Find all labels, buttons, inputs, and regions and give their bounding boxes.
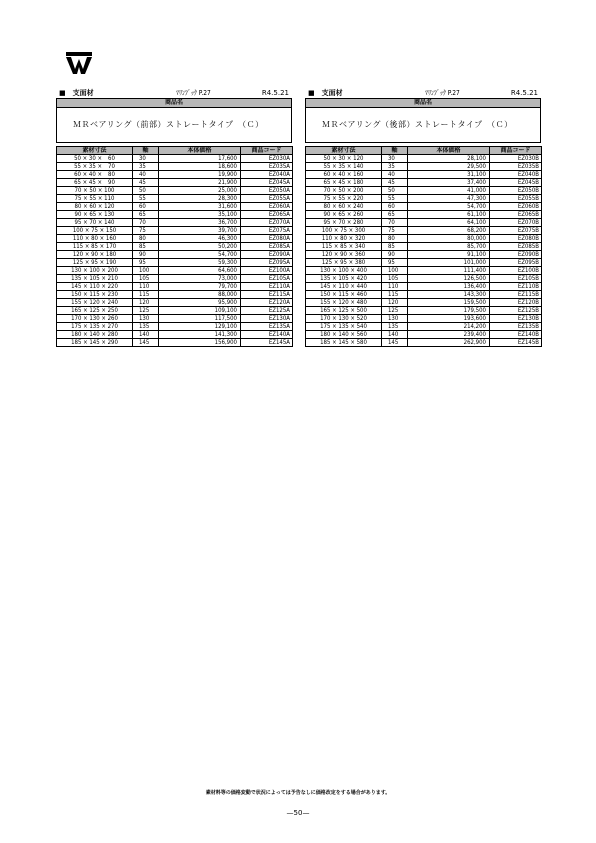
size-cell: 180 × 140 × 280 — [57, 331, 133, 339]
price-cell: 111,400 — [408, 267, 490, 275]
code-cell: EZ120A — [241, 299, 293, 307]
axis-cell: 55 — [133, 195, 159, 203]
axis-cell: 35 — [133, 163, 159, 171]
axis-cell: 115 — [382, 291, 408, 299]
axis-cell: 100 — [133, 267, 159, 275]
price-cell: 25,000 — [159, 187, 241, 195]
table-header-row — [306, 147, 542, 155]
code-cell: EZ030B — [490, 155, 542, 163]
code-cell: EZ045B — [490, 179, 542, 187]
axis-cell: 35 — [382, 163, 408, 171]
table-row — [57, 299, 293, 307]
size-cell: 65 × 45 × 90 — [57, 179, 133, 187]
table-row — [57, 275, 293, 283]
code-cell: EZ135B — [490, 323, 542, 331]
axis-cell: 95 — [133, 259, 159, 267]
axis-cell: 115 — [133, 291, 159, 299]
table-row — [306, 235, 542, 243]
code-cell: EZ035B — [490, 163, 542, 171]
axis-cell: 145 — [382, 339, 408, 347]
code-cell: EZ050A — [241, 187, 293, 195]
size-cell: 90 × 65 × 130 — [57, 211, 133, 219]
axis-cell: 65 — [133, 211, 159, 219]
column-header: 商品コード — [490, 147, 542, 155]
size-cell: 165 × 125 × 250 — [57, 307, 133, 315]
axis-cell: 130 — [133, 315, 159, 323]
price-table — [305, 146, 542, 347]
category-label: ■ 支面材 — [308, 89, 343, 97]
revision-date: R4.5.21 — [261, 89, 289, 97]
price-cell: 126,500 — [408, 275, 490, 283]
table-row — [306, 291, 542, 299]
axis-cell: 70 — [382, 219, 408, 227]
price-cell: 31,600 — [159, 203, 241, 211]
table-row — [306, 315, 542, 323]
table-row — [306, 211, 542, 219]
axis-cell: 145 — [133, 339, 159, 347]
table-row — [57, 211, 293, 219]
table-row — [306, 331, 542, 339]
code-cell: EZ135A — [241, 323, 293, 331]
axis-cell: 85 — [382, 243, 408, 251]
price-cell: 54,700 — [159, 251, 241, 259]
axis-cell: 30 — [382, 155, 408, 163]
price-cell: 95,900 — [159, 299, 241, 307]
size-cell: 75 × 55 × 110 — [57, 195, 133, 203]
axis-cell: 140 — [382, 331, 408, 339]
price-cell: 91,100 — [408, 251, 490, 259]
axis-cell: 60 — [133, 203, 159, 211]
code-cell: EZ060A — [241, 203, 293, 211]
column-header: 本体価格 — [408, 147, 490, 155]
column-header: 軸 — [133, 147, 159, 155]
price-cell: 29,500 — [408, 163, 490, 171]
table-row — [306, 163, 542, 171]
price-cell: 79,700 — [159, 283, 241, 291]
size-cell: 175 × 135 × 540 — [306, 323, 382, 331]
price-cell: 21,900 — [159, 179, 241, 187]
price-cell: 109,100 — [159, 307, 241, 315]
price-cell: 117,500 — [159, 315, 241, 323]
size-cell: 110 × 80 × 160 — [57, 235, 133, 243]
table-row — [57, 187, 293, 195]
axis-cell: 120 — [133, 299, 159, 307]
product-title: ＭＲベアリング（前部）ストレートタイプ （Ｃ） — [56, 107, 292, 143]
price-cell: 143,300 — [408, 291, 490, 299]
code-cell: EZ055B — [490, 195, 542, 203]
table-header-row — [57, 147, 293, 155]
table-row — [57, 267, 293, 275]
price-cell: 35,100 — [159, 211, 241, 219]
size-cell: 125 × 95 × 190 — [57, 259, 133, 267]
price-cell: 61,100 — [408, 211, 490, 219]
revision-date: R4.5.21 — [510, 89, 538, 97]
size-cell: 115 × 85 × 340 — [306, 243, 382, 251]
size-cell: 170 × 130 × 260 — [57, 315, 133, 323]
code-cell: EZ075A — [241, 227, 293, 235]
axis-cell: 80 — [133, 235, 159, 243]
axis-cell: 105 — [133, 275, 159, 283]
axis-cell: 80 — [382, 235, 408, 243]
table-row — [306, 179, 542, 187]
price-cell: 39,700 — [159, 227, 241, 235]
size-cell: 95 × 70 × 280 — [306, 219, 382, 227]
size-cell: 145 × 110 × 220 — [57, 283, 133, 291]
code-cell: EZ100A — [241, 267, 293, 275]
price-cell: 17,600 — [159, 155, 241, 163]
size-cell: 80 × 60 × 240 — [306, 203, 382, 211]
table-row — [306, 195, 542, 203]
table-row — [306, 243, 542, 251]
code-cell: EZ145A — [241, 339, 293, 347]
size-cell: 185 × 145 × 580 — [306, 339, 382, 347]
price-cell: 101,000 — [408, 259, 490, 267]
column-header: 素材寸法 — [57, 147, 133, 155]
code-cell: EZ115A — [241, 291, 293, 299]
price-cell: 36,700 — [159, 219, 241, 227]
code-cell: EZ095B — [490, 259, 542, 267]
axis-cell: 40 — [382, 171, 408, 179]
axis-cell: 125 — [133, 307, 159, 315]
table-row — [57, 283, 293, 291]
size-cell: 150 × 115 × 230 — [57, 291, 133, 299]
price-cell: 64,600 — [159, 267, 241, 275]
size-cell: 145 × 110 × 440 — [306, 283, 382, 291]
code-cell: EZ040B — [490, 171, 542, 179]
price-cell: 59,300 — [159, 259, 241, 267]
code-cell: EZ060B — [490, 203, 542, 211]
table-row — [57, 171, 293, 179]
code-cell: EZ095A — [241, 259, 293, 267]
code-cell: EZ080B — [490, 235, 542, 243]
price-cell: 47,300 — [408, 195, 490, 203]
product-title: ＭＲベアリング（後部）ストレートタイプ （Ｃ） — [305, 107, 541, 143]
size-cell: 165 × 125 × 500 — [306, 307, 382, 315]
table-row — [57, 259, 293, 267]
table-row — [57, 243, 293, 251]
table-row — [306, 171, 542, 179]
price-table — [56, 146, 293, 347]
code-cell: EZ145B — [490, 339, 542, 347]
price-block-front — [56, 89, 292, 347]
size-cell: 120 × 90 × 180 — [57, 251, 133, 259]
size-cell: 60 × 40 × 160 — [306, 171, 382, 179]
catalog-reference: ﾏﾘﾝﾌﾞｯｸ P.27 — [176, 89, 211, 97]
code-cell: EZ085A — [241, 243, 293, 251]
table-row — [306, 275, 542, 283]
page-number: —50— — [286, 809, 310, 817]
table-row — [57, 235, 293, 243]
size-cell: 50 × 30 × 60 — [57, 155, 133, 163]
table-row — [57, 179, 293, 187]
size-cell: 55 × 35 × 70 — [57, 163, 133, 171]
axis-cell: 140 — [133, 331, 159, 339]
price-cell: 159,500 — [408, 299, 490, 307]
column-header: 軸 — [382, 147, 408, 155]
axis-cell: 45 — [382, 179, 408, 187]
code-cell: EZ065A — [241, 211, 293, 219]
axis-cell: 125 — [382, 307, 408, 315]
table-row — [57, 331, 293, 339]
axis-cell: 75 — [382, 227, 408, 235]
code-cell: EZ040A — [241, 171, 293, 179]
axis-cell: 130 — [382, 315, 408, 323]
table-row — [57, 323, 293, 331]
size-cell: 70 × 50 × 100 — [57, 187, 133, 195]
column-header: 素材寸法 — [306, 147, 382, 155]
footnote: 素材料等の価格変動で状況によっては予告なしに価格改定をする場合があります。 — [205, 790, 391, 796]
table-row — [57, 195, 293, 203]
code-cell: EZ050B — [490, 187, 542, 195]
table-row — [306, 227, 542, 235]
price-cell: 156,900 — [159, 339, 241, 347]
axis-cell: 45 — [133, 179, 159, 187]
price-cell: 193,600 — [408, 315, 490, 323]
size-cell: 120 × 90 × 360 — [306, 251, 382, 259]
code-cell: EZ090B — [490, 251, 542, 259]
table-row — [306, 155, 542, 163]
code-cell: EZ030A — [241, 155, 293, 163]
size-cell: 130 × 100 × 200 — [57, 267, 133, 275]
size-cell: 130 × 100 × 400 — [306, 267, 382, 275]
price-cell: 68,200 — [408, 227, 490, 235]
size-cell: 180 × 140 × 560 — [306, 331, 382, 339]
price-cell: 50,200 — [159, 243, 241, 251]
size-cell: 95 × 70 × 140 — [57, 219, 133, 227]
axis-cell: 75 — [133, 227, 159, 235]
price-cell: 179,500 — [408, 307, 490, 315]
price-block-rear — [305, 89, 541, 347]
axis-cell: 50 — [133, 187, 159, 195]
code-cell: EZ140A — [241, 331, 293, 339]
size-cell: 170 × 130 × 520 — [306, 315, 382, 323]
price-cell: 85,700 — [408, 243, 490, 251]
table-row — [306, 299, 542, 307]
size-cell: 70 × 50 × 200 — [306, 187, 382, 195]
axis-cell: 30 — [133, 155, 159, 163]
product-name-header: 商品名 — [56, 98, 292, 107]
price-cell: 136,400 — [408, 283, 490, 291]
block-header — [305, 89, 541, 98]
price-cell: 18,600 — [159, 163, 241, 171]
size-cell: 75 × 55 × 220 — [306, 195, 382, 203]
price-cell: 141,300 — [159, 331, 241, 339]
price-cell: 88,000 — [159, 291, 241, 299]
code-cell: EZ090A — [241, 251, 293, 259]
table-row — [306, 251, 542, 259]
axis-cell: 85 — [133, 243, 159, 251]
price-cell: 64,100 — [408, 219, 490, 227]
column-header: 商品コード — [241, 147, 293, 155]
price-cell: 46,300 — [159, 235, 241, 243]
code-cell: EZ115B — [490, 291, 542, 299]
size-cell: 135 × 105 × 420 — [306, 275, 382, 283]
table-body — [306, 155, 542, 347]
size-cell: 155 × 120 × 480 — [306, 299, 382, 307]
axis-cell: 105 — [382, 275, 408, 283]
price-cell: 54,700 — [408, 203, 490, 211]
table-row — [306, 307, 542, 315]
table-row — [306, 187, 542, 195]
price-cell: 31,100 — [408, 171, 490, 179]
size-cell: 175 × 135 × 270 — [57, 323, 133, 331]
size-cell: 80 × 60 × 120 — [57, 203, 133, 211]
axis-cell: 90 — [133, 251, 159, 259]
size-cell: 55 × 35 × 140 — [306, 163, 382, 171]
price-cell: 262,900 — [408, 339, 490, 347]
axis-cell: 60 — [382, 203, 408, 211]
price-cell: 28,300 — [159, 195, 241, 203]
size-cell: 90 × 65 × 260 — [306, 211, 382, 219]
code-cell: EZ100B — [490, 267, 542, 275]
size-cell: 185 × 145 × 290 — [57, 339, 133, 347]
code-cell: EZ110B — [490, 283, 542, 291]
code-cell: EZ085B — [490, 243, 542, 251]
table-row — [306, 219, 542, 227]
table-row — [57, 219, 293, 227]
code-cell: EZ045A — [241, 179, 293, 187]
table-row — [306, 283, 542, 291]
product-name-header: 商品名 — [305, 98, 541, 107]
axis-cell: 135 — [133, 323, 159, 331]
code-cell: EZ065B — [490, 211, 542, 219]
axis-cell: 70 — [133, 219, 159, 227]
block-header — [56, 89, 292, 98]
price-cell: 239,400 — [408, 331, 490, 339]
table-row — [57, 163, 293, 171]
catalog-reference: ﾏﾘﾝﾌﾞｯｸ P.27 — [425, 89, 460, 97]
size-cell: 110 × 80 × 320 — [306, 235, 382, 243]
size-cell: 150 × 115 × 460 — [306, 291, 382, 299]
axis-cell: 135 — [382, 323, 408, 331]
table-row — [57, 291, 293, 299]
table-row — [57, 227, 293, 235]
table-row — [306, 259, 542, 267]
table-row — [57, 339, 293, 347]
code-cell: EZ140B — [490, 331, 542, 339]
price-cell: 37,400 — [408, 179, 490, 187]
size-cell: 50 × 30 × 120 — [306, 155, 382, 163]
price-cell: 80,000 — [408, 235, 490, 243]
table-row — [306, 339, 542, 347]
axis-cell: 100 — [382, 267, 408, 275]
column-header: 本体価格 — [159, 147, 241, 155]
table-row — [57, 155, 293, 163]
axis-cell: 90 — [382, 251, 408, 259]
axis-cell: 40 — [133, 171, 159, 179]
code-cell: EZ120B — [490, 299, 542, 307]
table-row — [306, 323, 542, 331]
axis-cell: 50 — [382, 187, 408, 195]
code-cell: EZ070A — [241, 219, 293, 227]
code-cell: EZ055A — [241, 195, 293, 203]
price-cell: 129,100 — [159, 323, 241, 331]
table-row — [57, 315, 293, 323]
code-cell: EZ130A — [241, 315, 293, 323]
axis-cell: 65 — [382, 211, 408, 219]
code-cell: EZ105A — [241, 275, 293, 283]
axis-cell: 95 — [382, 259, 408, 267]
code-cell: EZ075B — [490, 227, 542, 235]
code-cell: EZ105B — [490, 275, 542, 283]
size-cell: 155 × 120 × 240 — [57, 299, 133, 307]
price-cell: 19,900 — [159, 171, 241, 179]
code-cell: EZ130B — [490, 315, 542, 323]
axis-cell: 110 — [382, 283, 408, 291]
table-row — [306, 203, 542, 211]
code-cell: EZ080A — [241, 235, 293, 243]
price-cell: 41,000 — [408, 187, 490, 195]
size-cell: 100 × 75 × 300 — [306, 227, 382, 235]
code-cell: EZ110A — [241, 283, 293, 291]
table-row — [306, 267, 542, 275]
size-cell: 60 × 40 × 80 — [57, 171, 133, 179]
axis-cell: 55 — [382, 195, 408, 203]
code-cell: EZ035A — [241, 163, 293, 171]
table-row — [57, 307, 293, 315]
table-row — [57, 251, 293, 259]
table-body — [57, 155, 293, 347]
axis-cell: 120 — [382, 299, 408, 307]
price-cell: 214,200 — [408, 323, 490, 331]
size-cell: 65 × 45 × 180 — [306, 179, 382, 187]
code-cell: EZ125A — [241, 307, 293, 315]
table-row — [57, 203, 293, 211]
size-cell: 100 × 75 × 150 — [57, 227, 133, 235]
price-cell: 73,000 — [159, 275, 241, 283]
size-cell: 125 × 95 × 380 — [306, 259, 382, 267]
code-cell: EZ070B — [490, 219, 542, 227]
category-label: ■ 支面材 — [59, 89, 94, 97]
code-cell: EZ125B — [490, 307, 542, 315]
axis-cell: 110 — [133, 283, 159, 291]
size-cell: 135 × 105 × 210 — [57, 275, 133, 283]
price-cell: 28,100 — [408, 155, 490, 163]
size-cell: 115 × 85 × 170 — [57, 243, 133, 251]
tw-logo-icon — [66, 52, 92, 74]
